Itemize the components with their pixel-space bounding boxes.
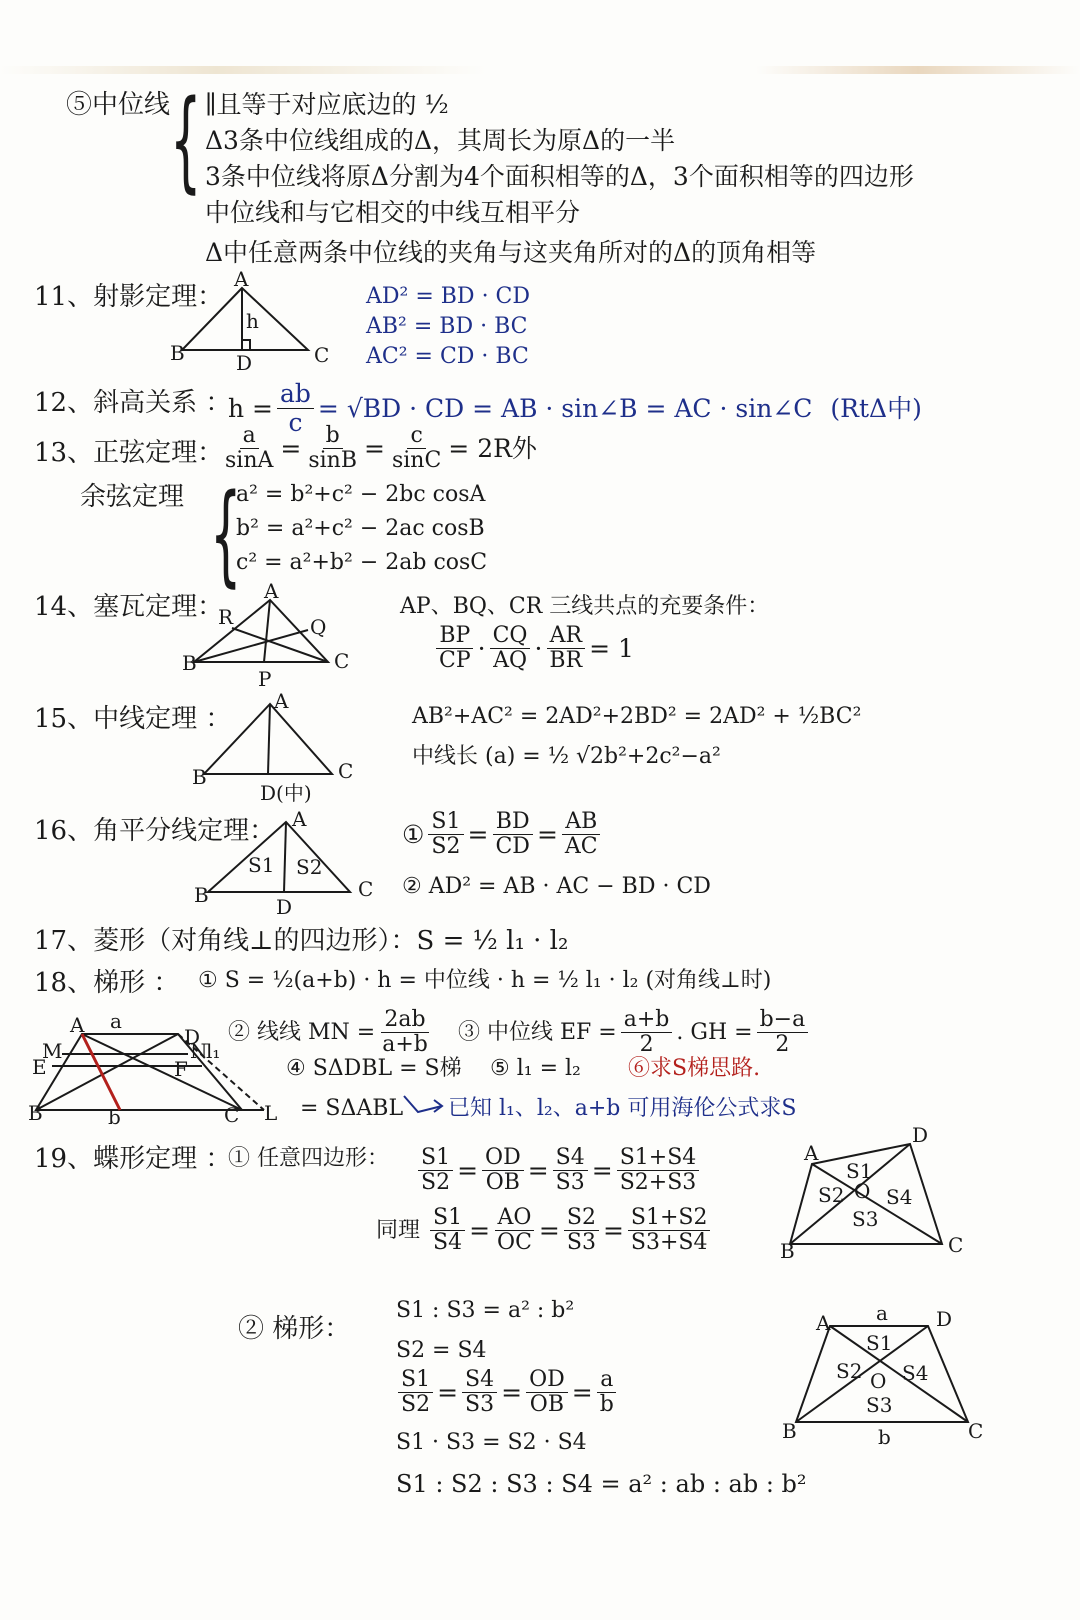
label-S1: S1: [846, 1159, 873, 1183]
label-M: M: [42, 1039, 63, 1063]
sine-law-formula: $\frac{a}{\sin A}$ = $\frac{b}{\sin B}$ = $\frac{c}{\sin C}$ = 2R外: [225, 423, 537, 474]
trapezoid-figure: [28, 1009, 278, 1129]
butterfly-trap-2: S2 = S4: [396, 1338, 487, 1363]
midline-line-5: Δ中任意两条中位线的夹角与这夹角所对的Δ的顶角相等: [205, 238, 817, 267]
trapezoid-formula-1: ① S = ½(a+b) · h = 中位线 · h = ½ l₁ · l₂ (对角线⊥时): [198, 968, 772, 993]
label-S4: S4: [902, 1361, 929, 1385]
label-A: A: [264, 579, 279, 603]
bisector-formula-2: ② AD² = AB · AC − BD · CD: [402, 874, 711, 899]
bisector-formula-1: ① $\frac{S1}{S2}$ = $\frac{BD}{CD}$ = $\frac{AB}{AC}$: [402, 810, 605, 859]
median-title: 15、中线定理 ：: [34, 704, 232, 734]
label-A: A: [70, 1013, 85, 1037]
label-B: B: [194, 883, 209, 907]
label-b: b: [878, 1425, 891, 1449]
label-C: C: [224, 1103, 240, 1127]
ceva-title: 14、塞瓦定理：: [34, 592, 224, 622]
butterfly-trapezoid-figure: [778, 1301, 984, 1449]
label-B: B: [28, 1101, 43, 1125]
trapezoid-arrow: [400, 1090, 450, 1120]
label-B: B: [170, 341, 185, 365]
midline-line-2: Δ3条中位线组成的Δ，其周长为原Δ的一半: [205, 126, 676, 155]
label-C: C: [334, 649, 350, 673]
butterfly-formula-b: 同理 $\frac{S1}{S4}$ = $\frac{AO}{OC}$ = $\frac{S2}{S3}$ = $\frac{S1+S2}{S3+S4}$: [376, 1206, 714, 1255]
label-R: R: [218, 605, 234, 629]
label-O: O: [854, 1179, 871, 1203]
median-formula-1: AB²+AC² = 2AD²+2BD² = 2AD² + ½BC²: [412, 704, 862, 729]
label-B: B: [192, 765, 207, 789]
butterfly-trap-4: S1 · S3 = S2 · S4: [396, 1430, 587, 1455]
butterfly-quad-figure: [776, 1123, 976, 1266]
label-C: C: [314, 343, 330, 367]
midline-line-1: ∥且等于对应底边的 ½: [205, 90, 449, 119]
paper-edge-shadow: [0, 66, 1080, 74]
label-S4: S4: [886, 1185, 913, 1209]
frac-den: c: [288, 407, 303, 437]
trapezoid-formula-2: ② 线线 MN = $\frac{2ab}{a+b}$: [228, 1007, 428, 1058]
sine-law-title: 13、正弦定理：: [34, 438, 224, 468]
label-A: A: [816, 1311, 831, 1335]
ceva-figure: [182, 579, 362, 691]
label-D: D: [936, 1307, 953, 1331]
label-a-top: a: [110, 1009, 122, 1033]
midline-line-3: 3条中位线将原Δ分割为4个面积相等的Δ，3个面积相等的四边形: [205, 162, 914, 191]
cosine-formula-2: b² = a²+c² − 2ac cosB: [236, 516, 485, 541]
projection-formula-1: AD² = BD · CD: [366, 284, 531, 309]
label-Q: Q: [310, 615, 327, 639]
butterfly-formula-a: $\frac{S1}{S2}$ = $\frac{OD}{OB}$ = $\frac{S4}{S3}$ = $\frac{S1+S4}{S2+S3}$: [414, 1146, 703, 1195]
label-D: D: [236, 351, 253, 375]
label-F: F: [174, 1057, 188, 1081]
bisector-title: 16、角平分线定理：: [34, 816, 276, 846]
trapezoid-formula-4: ④ SΔDBL = S梯: [286, 1056, 462, 1081]
label-S1: S1: [866, 1331, 893, 1355]
label-D: D: [184, 1025, 201, 1049]
label-B: B: [780, 1239, 795, 1263]
ceva-condition: AP、BQ、CR 三线共点的充要条件：: [400, 594, 770, 619]
label-B: B: [182, 651, 197, 675]
h-equals: h =: [228, 393, 273, 423]
label-C: C: [358, 877, 374, 901]
label-C: C: [948, 1233, 964, 1257]
label-C: C: [338, 759, 354, 783]
label-A: A: [274, 689, 289, 713]
butterfly-title: 19、蝶形定理 ：: [34, 1144, 232, 1174]
trapezoid-formula-8: 已知 l₁、l₂、a+b 可用海伦公式求S: [448, 1096, 797, 1121]
oblique-height-title: 12、斜高关系 ：: [34, 388, 232, 418]
trapezoid-formula-6: ⑥求S梯思路.: [628, 1056, 761, 1081]
trapezoid-formula-5: ⑤ l₁ = l₂: [490, 1056, 581, 1081]
cosine-brace: {: [210, 470, 242, 598]
label-S1: S1: [248, 853, 275, 877]
label-P: P: [258, 667, 272, 691]
label-b: b: [108, 1105, 121, 1129]
label-L: L: [264, 1101, 278, 1125]
projection-title: 11、射影定理：: [34, 282, 224, 312]
projection-formula-2: AB² = BD · BC: [366, 314, 528, 339]
formula-rest: = √BD · CD = AB · sin∠B = AC · sin∠C: [317, 393, 813, 423]
midline-brace: {: [170, 76, 202, 204]
midline-title: ⑤中位线: [66, 90, 171, 120]
label-S2: S2: [818, 1183, 845, 1207]
label-D: D: [912, 1123, 929, 1147]
frac-num: ab: [277, 380, 314, 409]
butterfly-trap-1: S1 : S3 = a² : b²: [396, 1298, 575, 1323]
trapezoid-formula-7: = SΔABL: [300, 1096, 404, 1121]
rhombus-line: 17、菱形（对角线⊥的四边形）：S = ½ l₁ · l₂: [34, 926, 569, 956]
projection-formula-3: AC² = CD · BC: [366, 344, 529, 369]
butterfly-sub-1: ① 任意四边形：: [228, 1146, 389, 1171]
label-B: B: [782, 1419, 797, 1443]
label-S2: S2: [836, 1359, 863, 1383]
cosine-formula-3: c² = a²+b² − 2ab cosC: [236, 550, 488, 575]
label-O: O: [870, 1369, 887, 1393]
label-D: D(中): [260, 781, 312, 805]
butterfly-trap-3: $\frac{S1}{S2}$ = $\frac{S4}{S3}$ = $\frac{OD}{OB}$ = $\frac{a}{b}$: [394, 1368, 621, 1417]
butterfly-trap-5: S1 : S2 : S3 : S4 = a² : ab : ab : b²: [396, 1470, 807, 1498]
label-A: A: [292, 807, 307, 831]
label-N: N: [190, 1039, 208, 1063]
cosine-law-title: 余弦定理: [80, 482, 185, 512]
trapezoid-title: 18、梯形 ：: [34, 968, 180, 998]
label-E: E: [32, 1055, 47, 1079]
bisector-figure: [190, 807, 380, 920]
label-D: D: [276, 895, 293, 919]
butterfly-sub-2: ② 梯形：: [238, 1314, 351, 1344]
median-formula-2: 中线长 (a) = ½ √2b²+2c²−a²: [412, 744, 721, 769]
label-l1: l₁: [206, 1039, 221, 1063]
median-figure: [192, 689, 372, 805]
label-S3: S3: [866, 1393, 893, 1417]
rt-note: (RtΔ中): [830, 393, 922, 423]
projection-figure: [170, 267, 340, 378]
ceva-formula: $\frac{BP}{CP}$ · $\frac{CQ}{AQ}$ · $\frac{AR}{BR}$ = 1: [432, 624, 634, 673]
trapezoid-formula-3: ③ 中位线 EF = $\frac{a+b}{2}$ . GH = $\frac{b-a}{2}$: [458, 1008, 812, 1057]
label-A: A: [804, 1141, 819, 1165]
label-a: a: [876, 1301, 888, 1325]
label-h: h: [246, 309, 259, 333]
label-C: C: [968, 1419, 984, 1443]
label-S2: S2: [296, 855, 323, 879]
midline-line-4: 中位线和与它相交的中线互相平分: [205, 198, 581, 227]
cosine-formula-1: a² = b²+c² − 2bc cosA: [236, 482, 486, 507]
label-S3: S3: [852, 1207, 879, 1231]
label-A: A: [234, 267, 249, 291]
